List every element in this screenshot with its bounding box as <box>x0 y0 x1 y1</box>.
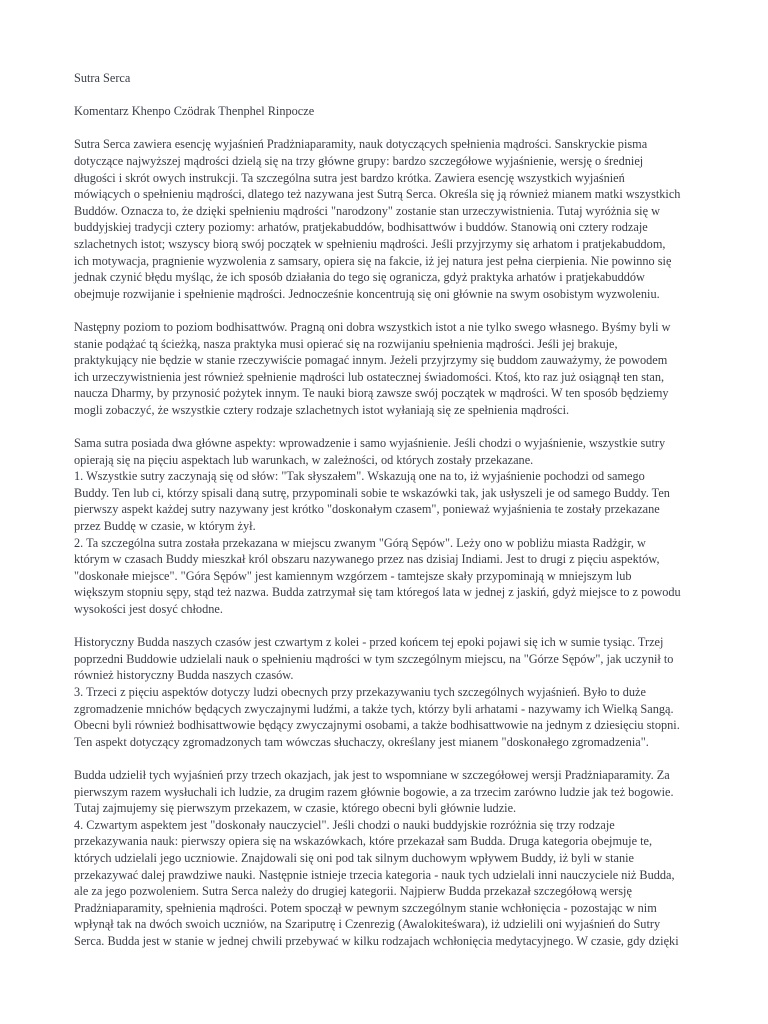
paragraph-line: Budda udzielił tych wyjaśnień przy trzech okazjach, jak jest to wspomniane w szczegółowej wersji Pradżniaparamity. Za <box>74 767 670 782</box>
paragraph <box>74 136 686 302</box>
paragraph-line: mogli zobaczyć, że wszystkie cztery rodzaje szlachetnych istot wyłaniają się ze spełnienia mądrości. <box>74 402 570 417</box>
paragraph-line: wpłynął tak na dwóch swoich uczniów, na Szariputrę i Czenrezig (Awalokiteśwara), iż udzielili oni wyjaśnień do Sutry <box>74 917 661 932</box>
paragraph-line: mówiących o spełnieniu mądrości, dlatego też nazywana jest Sutrą Serca. Określa się ją również mianem matki wszystkich <box>74 187 681 202</box>
paragraph-line: Buddy. Ten lub ci, którzy spisali daną sutrę, przypominali sobie te wskazówki tak, jak usłyszeli je od samego Buddy. Ten <box>74 485 670 500</box>
paragraph <box>74 319 686 419</box>
paragraph-line: pierwszym razem wysłuchali ich ludzie, za drugim razem głównie bogowie, a za trzecim zarówno ludzie jak też bogowie. <box>74 784 674 799</box>
paragraph-line: szlachetnych istot; wszyscy biorą swój początek w spełnieniu mądrości. Jeśli przyjrzymy się arhatom i pratjekabuddom, <box>74 236 666 251</box>
paragraph-line: 3. Trzeci z pięciu aspektów dotyczy ludzi obecnych przy przekazywaniu tych szczególnych wyjaśnień. Było to duże <box>74 684 646 699</box>
paragraph-line: Sama sutra posiada dwa główne aspekty: wprowadzenie i samo wyjaśnienie. Jeśli chodzi o wyjaśnienie, wszystkie sutry <box>74 436 666 451</box>
paragraph-line: Buddów. Oznacza to, że dzięki spełnieniu mądrości "narodzony" zostanie stan urzeczywistnienia. Tutaj wyróżnia się w <box>74 203 660 218</box>
paragraph-line: przez Buddę w czasie, w którym żył. <box>74 519 256 534</box>
paragraph-line: przekazywania nauk: pierwszy opiera się na wskazówkach, które przekazał sam Budda. Druga kategoria obejmuje te, <box>74 834 653 849</box>
paragraph-line: wysokości jest dosyć chłodne. <box>74 602 223 616</box>
paragraph-line: opierają się na pięciu aspektach lub warunkach, w zależności, od których zostały przekazane. <box>74 452 534 467</box>
paragraph-line: praktykujący nie będzie w stanie rzeczywiście pomagać innym. Jeżeli przyjrzymy się buddom zauważymy, że powodem <box>74 353 668 368</box>
paragraph-line: przekazywać dalej prawdziwe nauki. Następnie istnieje trzecia kategoria - nauk tych udzielali inni nauczyciele niż Budda, <box>74 867 675 882</box>
paragraph-line: 4. Czwartym aspektem jest "doskonały nauczyciel". Jeśli chodzi o nauki buddyjskie rozróżnia się trzy rodzaje <box>74 817 615 832</box>
paragraph-line: długości i skrót owych instrukcji. Ta szczególna sutra jest bardzo krótka. Zawiera esencję wszystkich wyjaśnień <box>74 170 625 185</box>
paragraph-line: Obecni byli również bodhisattwowie będący zwyczajnymi osobami, a także bodhisattwowie na jednym z dziesięciu stopni. <box>74 718 680 733</box>
paragraph-line: Następny poziom to poziom bodhisattwów. Pragną oni dobra wszystkich istot a nie tylko swego własnego. Byśmy byli w <box>74 319 671 334</box>
paragraph-line: naucza Dharmy, by przynosić pożytek innym. Te nauki biorą zawsze swój początek w mądrości. W ten sposób będziemy <box>74 386 669 401</box>
document-body <box>74 70 686 966</box>
paragraph <box>74 767 686 950</box>
paragraph-line: ich motywacja, pragnienie wyzwolenia z samsary, opiera się na fakcie, iż jej natura jest pełna cierpienia. Nie powinno się <box>74 253 672 268</box>
paragraphs-container <box>74 136 686 949</box>
document-subtitle: Komentarz Khenpo Czödrak Thenphel Rinpocze <box>74 104 315 119</box>
paragraph-line: buddyjskiej tradycji cztery poziomy: arhatów, pratjekabuddów, bodhisattwów i buddów. Stanowią oni cztery rodzaje <box>74 220 648 235</box>
paragraph-line: większym stopniu sępy, stąd też nazwa. Budda zatrzymał się tam któregoś lata w jednej z jaskiń, gdyż miejsce to z powodu <box>74 585 681 600</box>
paragraph-line: ale za jego pozwoleniem. Sutra Serca należy do drugiej kategorii. Najpierw Budda przekazał szczegółową wersję <box>74 884 632 899</box>
paragraph-line: zgromadzenie mnichów będących zwyczajnymi ludźmi, a także tych, którzy byli arhatami - nazywamy ich Wielką Sangą. <box>74 701 674 716</box>
paragraph-line: których udzielali jego uczniowie. Znajdowali się oni pod tak silnym duchowym wpływem Buddy, iż byli w stanie <box>74 850 634 865</box>
paragraph-line: stanie podążać tą ścieżką, nasza praktyka musi opierać się na rozwijaniu spełnienia mądrości. Jeśli jej brakuje, <box>74 336 618 351</box>
paragraph-line: również historyczny Budda naszych czasów. <box>74 668 294 683</box>
paragraph-line: Tutaj zajmujemy się pierwszym przekazem, w czasie, którego obecni byli głównie ludzie. <box>74 801 517 816</box>
paragraph-line: Pradżniaparamity, spełnienia mądrości. Potem spoczął w pewnym szczególnym stanie wchłonięcia - pozostając w nim <box>74 900 657 915</box>
paragraph-line: którym w czasach Buddy mieszkał król obszaru nazywanego przez nas dzisiaj Indiami. Jest to drugi z pięciu aspektów, <box>74 552 660 567</box>
paragraph-line: 1. Wszystkie sutry zaczynają się od słów: "Tak słyszałem". Wskazują one na to, iż wyjaśnienie pochodzi od samego <box>74 469 645 484</box>
paragraph-line: obejmuje rozwijanie i spełnienie mądrości. Jednocześnie koncentrują się oni głównie na swym osobistym wyzwoleniu. <box>74 286 660 301</box>
paragraph-line: dotyczące najwyższej mądrości dzielą się na trzy główne grupy: bardzo szczegółowe wyjaśnienie, wersję o średniej <box>74 153 644 168</box>
paragraph-line: Ten aspekt dotyczący zgromadzonych tam wówczas słuchaczy, określany jest mianem "doskonałego zgromadzenia". <box>74 734 649 749</box>
paragraph <box>74 634 686 750</box>
paragraph-line: Historyczny Budda naszych czasów jest czwartym z kolei - przed końcem tej epoki pojawi się ich w sumie tysiąc. Trzej <box>74 635 664 650</box>
paragraph-line: pierwszy aspekt każdej sutry nazywany jest krótko "doskonałym czasem", ponieważ wyjaśnienia te zostały przekazane <box>74 502 660 517</box>
paragraph-line: Serca. Budda jest w stanie w jednej chwili przebywać w kilku rodzajach wchłonięcia medytacyjnego. W czasie, gdy dzięki <box>74 933 679 948</box>
paragraph <box>74 435 686 618</box>
paragraph-line: 2. Ta szczególna sutra została przekazana w miejscu zwanym "Górą Sępów". Leży ono w pobliżu miasta Radżgir, w <box>74 535 646 550</box>
paragraph-line: ich urzeczywistnienia jest również spełnienie mądrości lub ostatecznej świadomości. Ktoś, kto raz już osiągnął ten stan, <box>74 369 665 384</box>
paragraph-line: Sutra Serca zawiera esencję wyjaśnień Pradżniaparamity, nauk dotyczących spełnienia mądrości. Sanskryckie pisma <box>74 137 648 152</box>
paragraph-line: poprzedni Buddowie udzielali nauk o spełnieniu mądrości w tym szczególnym miejscu, na "Górze Sępów", jak uczynił to <box>74 651 674 666</box>
paragraph-line: "doskonałe miejsce". "Góra Sępów" jest kamiennym wzgórzem - tamtejsze skały przypominają w mniejszym lub <box>74 568 632 583</box>
document-title: Sutra Serca <box>74 71 131 85</box>
paragraph-line: jednak czynić błędu myśląc, że ich sposób działania do tego się ogranicza, gdyż praktyka arhatów i pratjekabuddów <box>74 270 645 285</box>
